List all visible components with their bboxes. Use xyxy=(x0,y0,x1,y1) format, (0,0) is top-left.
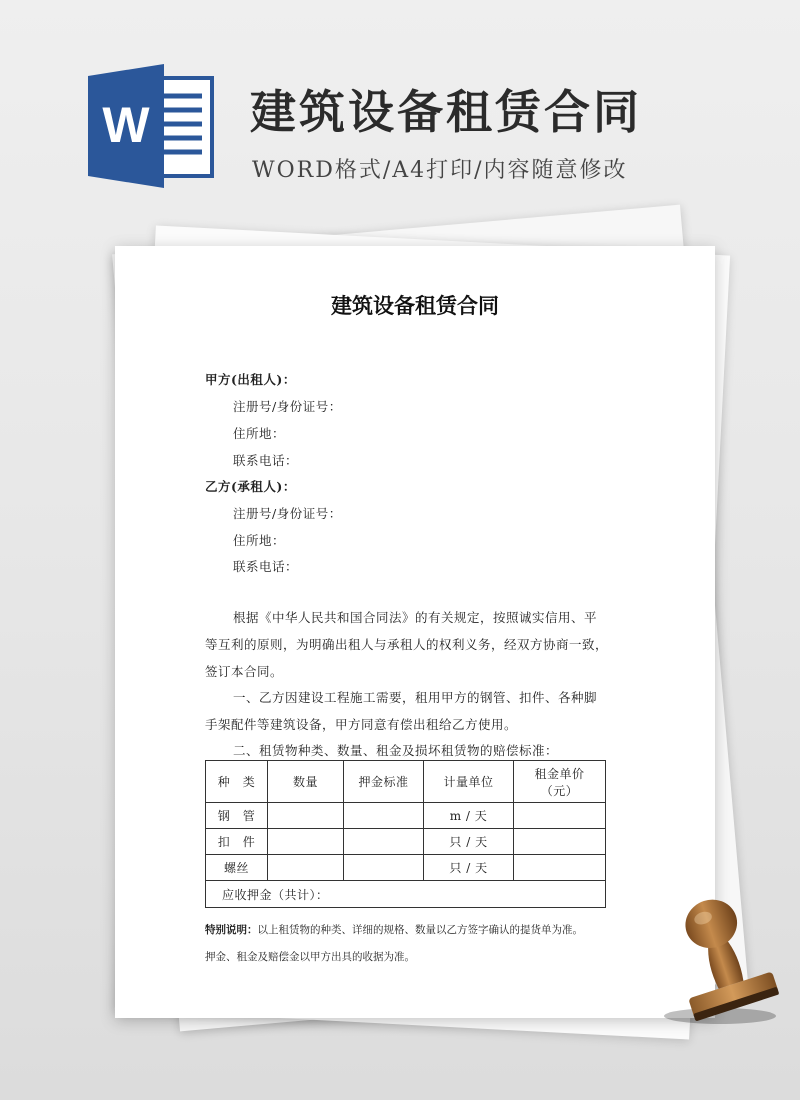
table-header-row xyxy=(206,761,606,803)
row-rent-cell xyxy=(514,803,606,829)
row-rent-cell xyxy=(514,855,606,881)
row-type-cell: 扣 件 xyxy=(206,829,268,855)
row-rent-cell xyxy=(514,829,606,855)
row-deposit-cell xyxy=(344,855,424,881)
special-note-line-2: 押金、租金及赔偿金以甲方出具的收据为准。 xyxy=(205,951,415,963)
row-unit-cell: 只 / 天 xyxy=(424,855,514,881)
special-note-text: 以上租赁物的种类、详细的规格、数量以乙方签字确认的提货单为准。 xyxy=(257,924,583,936)
special-note-line-1 xyxy=(205,922,583,937)
party-a-address-field: 住所地： xyxy=(233,426,286,441)
header-unit-rent-line-2: （元） xyxy=(540,783,579,798)
intro-line-2: 等互利的原则，为明确出租人与承租人的权利义务，经双方协商一致， xyxy=(205,637,609,652)
header-unit: 计量单位 xyxy=(424,761,514,803)
deposit-total-row xyxy=(206,881,606,908)
party-b-id-field: 注册号/身份证号： xyxy=(233,506,342,521)
intro-line-3: 签订本合同。 xyxy=(205,664,284,679)
word-logo-icon xyxy=(88,64,216,188)
row-quantity-cell xyxy=(268,855,344,881)
header-unit-rent-line-1: 租金单价 xyxy=(534,766,585,781)
header-unit-rent xyxy=(514,761,606,803)
row-unit-cell: m / 天 xyxy=(424,803,514,829)
header-deposit-standard: 押金标准 xyxy=(344,761,424,803)
banner-title: 建筑设备租赁合同 xyxy=(250,85,642,139)
row-type-cell: 钢 管 xyxy=(206,803,268,829)
row-deposit-cell xyxy=(344,829,424,855)
intro-line-1: 根据《中华人民共和国合同法》的有关规定，按照诚实信用、平 xyxy=(233,610,598,625)
table-row xyxy=(206,803,606,829)
row-type-cell: 螺丝 xyxy=(206,855,268,881)
party-b-label: 乙方(承租人)： xyxy=(205,479,296,494)
party-a-phone-field: 联系电话： xyxy=(233,453,299,468)
special-note-label: 特别说明： xyxy=(205,924,258,936)
rental-items-table xyxy=(205,760,606,908)
banner-subtitle: WORD格式/A4打印/内容随意修改 xyxy=(252,158,628,183)
party-b-address-field: 住所地： xyxy=(233,533,286,548)
header-quantity: 数量 xyxy=(268,761,344,803)
clause-1-line-1: 一、乙方因建设工程施工需要，租用甲方的钢管、扣件、各种脚 xyxy=(233,690,598,705)
wooden-stamp-icon xyxy=(648,880,798,1030)
row-quantity-cell xyxy=(268,829,344,855)
document-page xyxy=(115,246,715,1018)
row-deposit-cell xyxy=(344,803,424,829)
logo-letter: W xyxy=(102,97,150,153)
deposit-total-cell: 应收押金（共计）： xyxy=(206,881,606,908)
party-b-phone-field: 联系电话： xyxy=(233,559,299,574)
clause-2-line: 二、租赁物种类、数量、租金及损坏租赁物的赔偿标准： xyxy=(233,743,559,758)
row-quantity-cell xyxy=(268,803,344,829)
party-a-id-field: 注册号/身份证号： xyxy=(233,399,342,414)
document-title: 建筑设备租赁合同 xyxy=(331,293,499,318)
header-type: 种 类 xyxy=(206,761,268,803)
party-a-label: 甲方(出租人)： xyxy=(205,372,296,387)
table-row xyxy=(206,855,606,881)
clause-1-line-2: 手架配件等建筑设备，甲方同意有偿出租给乙方使用。 xyxy=(205,717,518,732)
row-unit-cell: 只 / 天 xyxy=(424,829,514,855)
table-row xyxy=(206,829,606,855)
